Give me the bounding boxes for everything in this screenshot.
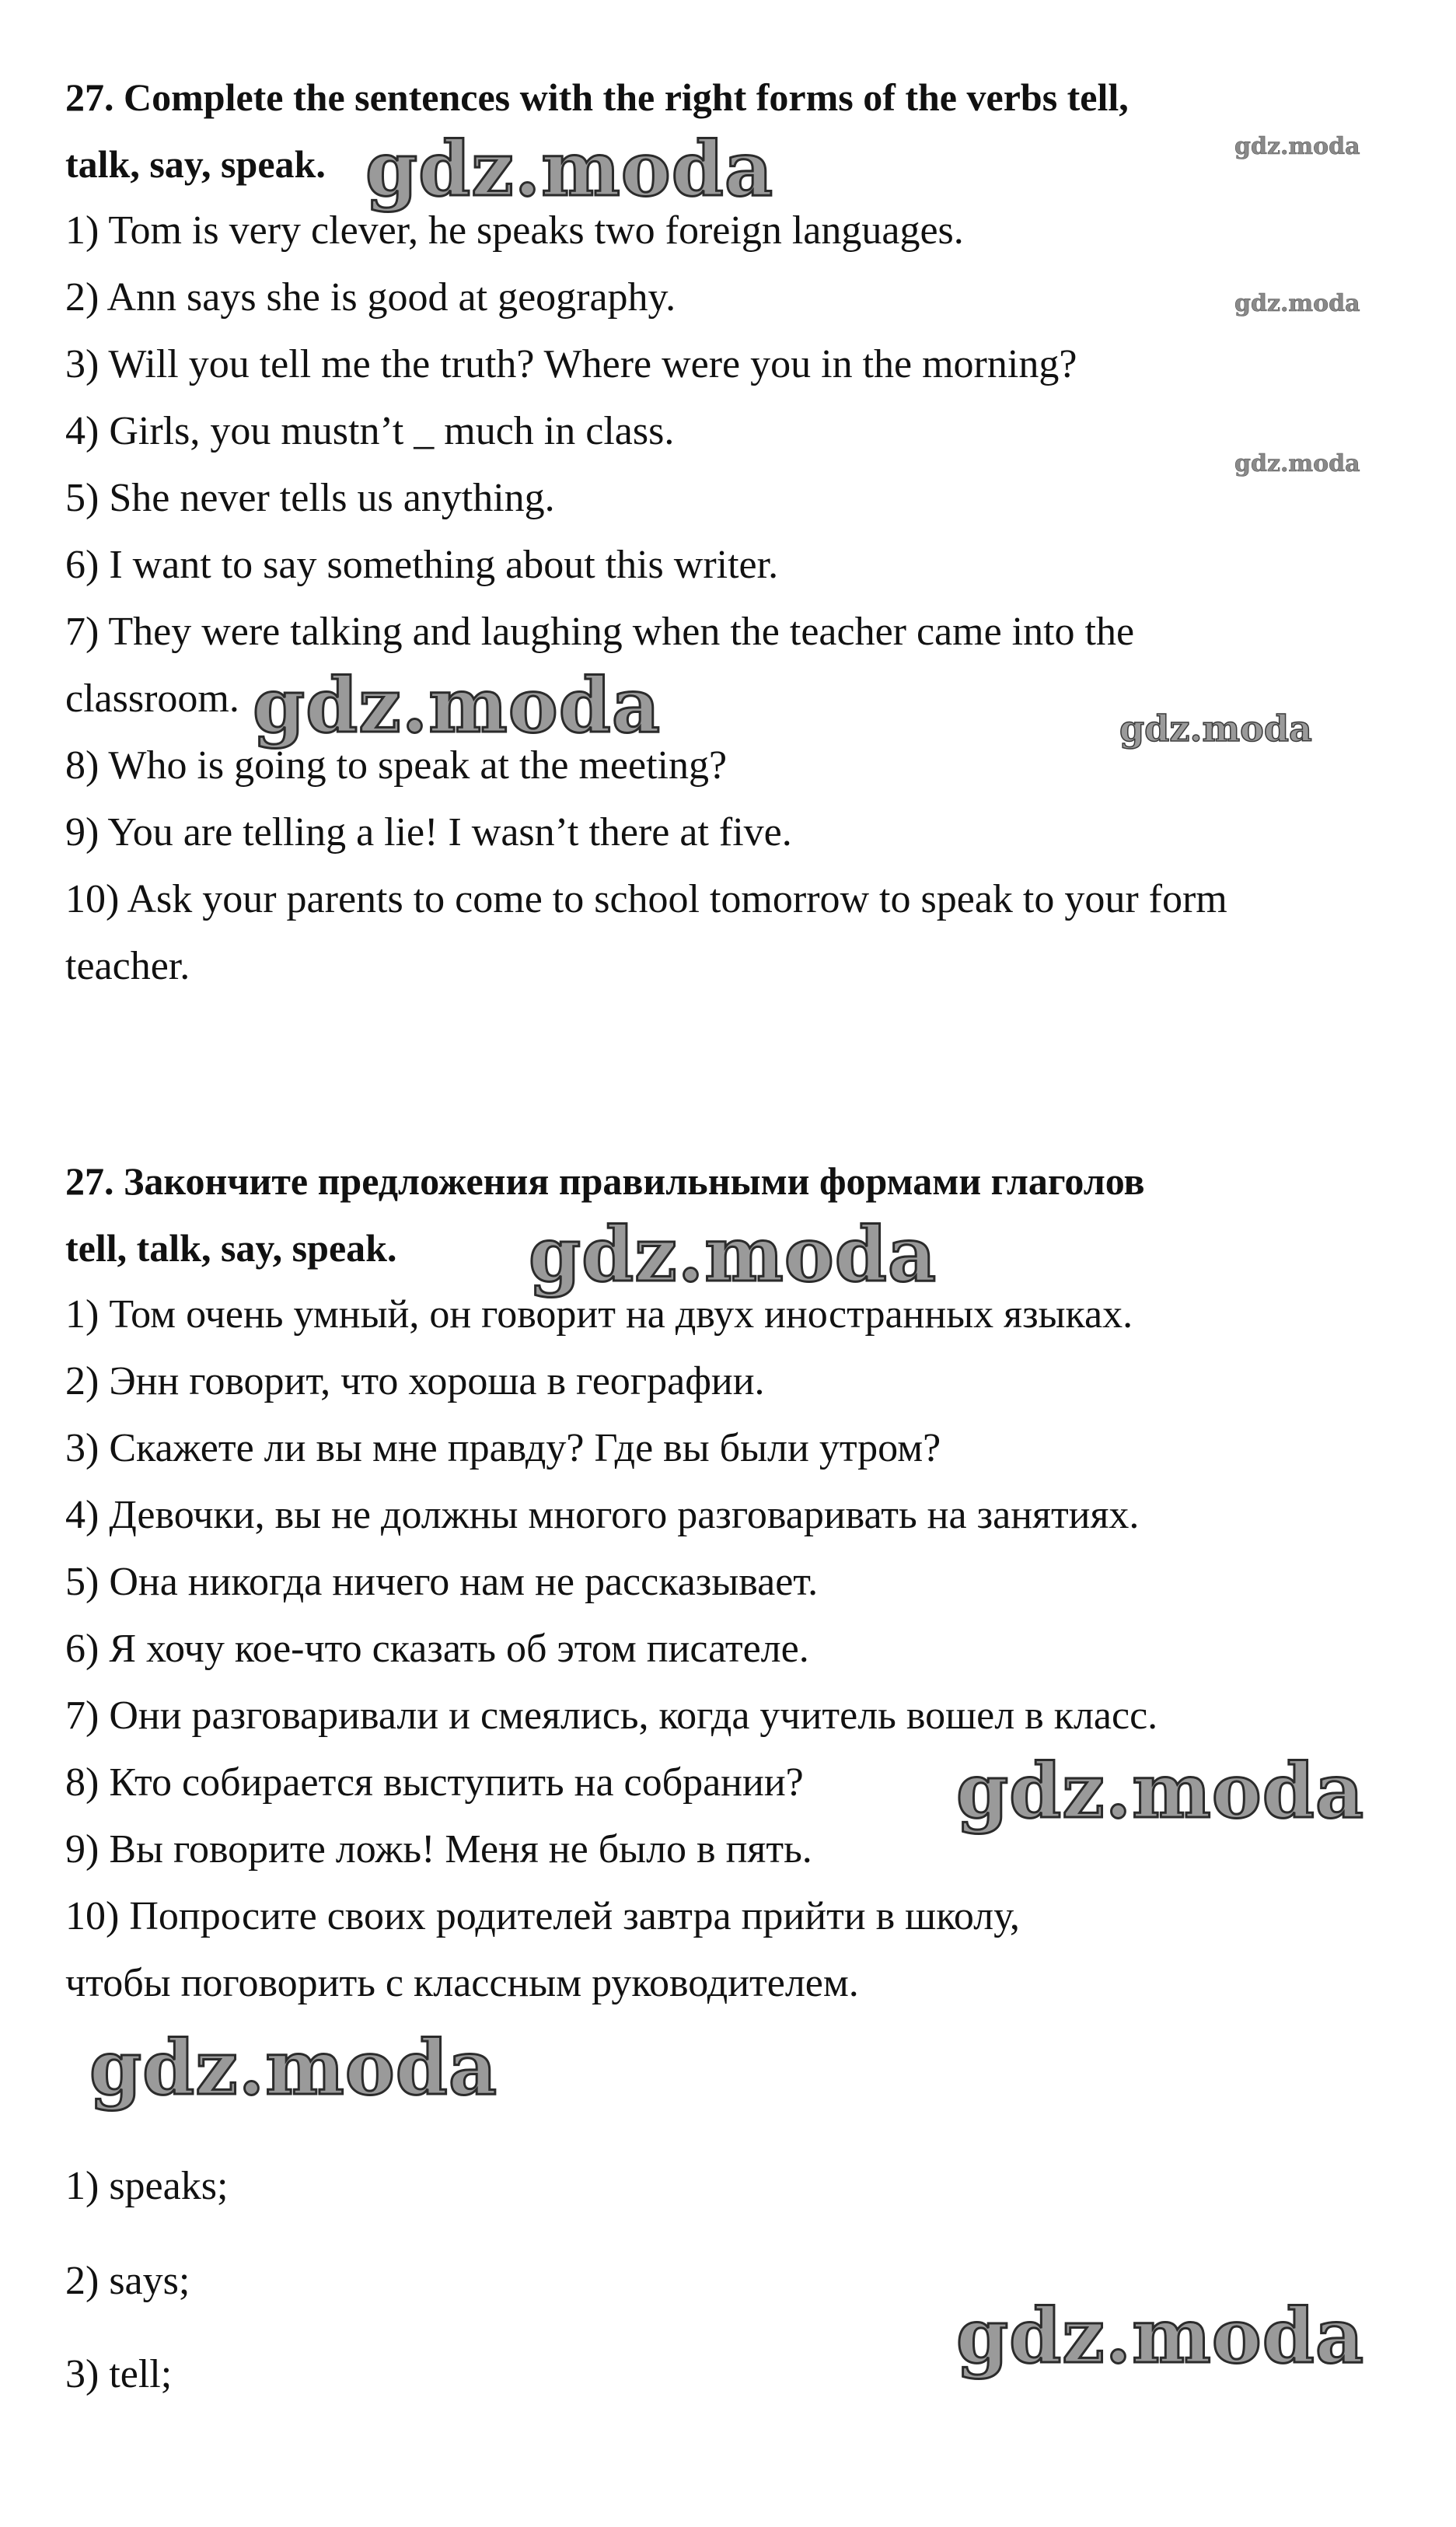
sentence-en-7-cont: classroom. xyxy=(65,676,239,721)
watermark-logo: gdz.moda xyxy=(956,1747,1365,1835)
sentence-ru-3: 3) Скажете ли вы мне правду? Где вы были утром? xyxy=(65,1426,941,1470)
watermark-logo: gdz.moda xyxy=(1234,450,1360,477)
sentence-ru-9: 9) Вы говорите ложь! Меня не было в пять. xyxy=(65,1827,812,1872)
sentence-ru-2: 2) Энн говорит, что хороша в географии. xyxy=(65,1359,765,1403)
sentence-en-6: 6) I want to say something about this writer. xyxy=(65,543,779,587)
sentence-ru-10: 10) Попросите своих родителей завтра прийти в школу, xyxy=(65,1894,1020,1938)
watermark-logo: gdz.moda xyxy=(1234,290,1360,317)
sentence-en-8: 8) Who is going to speak at the meeting? xyxy=(65,743,728,788)
sentence-ru-6: 6) Я хочу кое-что сказать об этом писателе. xyxy=(65,1627,809,1671)
sentence-en-5: 5) She never tells us anything. xyxy=(65,476,555,520)
sentence-ru-10-cont: чтобы поговорить с классным руководителем. xyxy=(65,1961,859,2005)
sentence-en-9: 9) You are telling a lie! I wasn’t there at five. xyxy=(65,810,792,855)
exercise-heading-en-line2: talk, say, speak. xyxy=(65,142,326,186)
exercise-heading-en-line1: 27. Complete the sentences with the right forms of the verbs tell, xyxy=(65,75,1129,119)
watermark-logo: gdz.moda xyxy=(956,2292,1365,2380)
sentence-en-10-cont: teacher. xyxy=(65,944,190,988)
answer-2: 2) says; xyxy=(65,2259,190,2303)
watermark-logo: gdz.moda xyxy=(253,662,662,750)
sentence-ru-7: 7) Они разговаривали и смеялись, когда учитель вошел в класс. xyxy=(65,1693,1158,1738)
watermark-logo: gdz.moda xyxy=(1119,708,1312,750)
sentence-ru-8: 8) Кто собирается выступить на собрании? xyxy=(65,1760,804,1805)
watermark-logo: gdz.moda xyxy=(1234,133,1360,160)
sentence-en-3: 3) Will you tell me the truth? Where were you in the morning? xyxy=(65,342,1077,386)
answer-3: 3) tell; xyxy=(65,2352,173,2396)
sentence-en-2: 2) Ann says she is good at geography. xyxy=(65,275,676,320)
watermark-logo: gdz.moda xyxy=(89,2024,498,2112)
sentence-en-1: 1) Tom is very clever, he speaks two foreign languages. xyxy=(65,208,964,253)
exercise-heading-ru-line1: 27. Закончите предложения правильными формами глаголов xyxy=(65,1159,1145,1203)
exercise-heading-ru-line2: tell, talk, say, speak. xyxy=(65,1226,397,1270)
watermark-logo: gdz.moda xyxy=(529,1211,937,1298)
sentence-ru-1: 1) Том очень умный, он говорит на двух иностранных языках. xyxy=(65,1292,1133,1337)
sentence-ru-5: 5) Она никогда ничего нам не рассказывает. xyxy=(65,1560,819,1604)
sentence-en-7: 7) They were talking and laughing when the teacher came into the xyxy=(65,610,1135,654)
sentence-en-10: 10) Ask your parents to come to school tomorrow to speak to your form xyxy=(65,877,1227,921)
sentence-en-4: 4) Girls, you mustn’t _ much in class. xyxy=(65,409,675,453)
sentence-ru-4: 4) Девочки, вы не должны многого разговаривать на занятиях. xyxy=(65,1493,1140,1537)
watermark-logo: gdz.moda xyxy=(365,125,774,213)
answer-1: 1) speaks; xyxy=(65,2164,229,2208)
